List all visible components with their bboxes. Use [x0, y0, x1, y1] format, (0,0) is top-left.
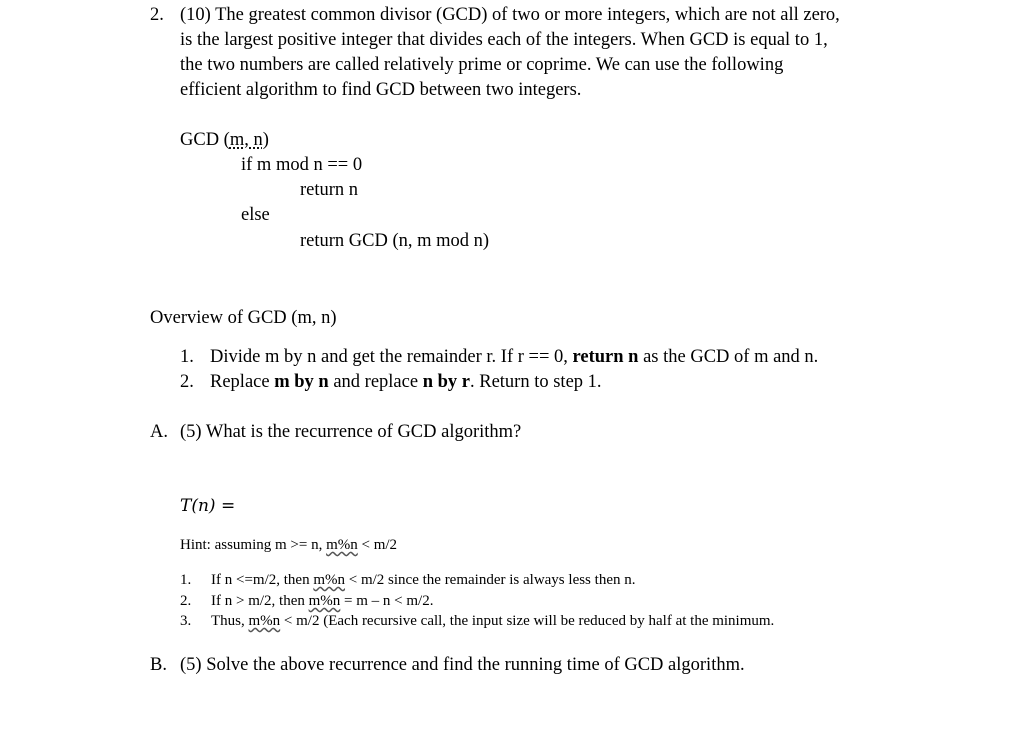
- part-a: [150, 420, 521, 445]
- hint-item-post: < m/2 (Each recursive call, the input size will be reduced by half at the minimum.: [280, 613, 775, 629]
- hint-item-pre: If n <=m/2, then: [211, 572, 314, 588]
- part-b: [150, 653, 745, 678]
- hint-item-number: 2.: [180, 593, 192, 609]
- pseudocode-else: else: [241, 205, 270, 225]
- step-text-end: . Return to step 1.: [469, 372, 602, 392]
- hint-line: [180, 535, 397, 555]
- signature-close: ): [262, 130, 269, 150]
- pseudocode-return-n: return n: [300, 180, 359, 200]
- hint-item-number: 3.: [180, 613, 192, 629]
- hint-item-2: [180, 591, 433, 611]
- part-a-text: (5) What is the recurrence of GCD algorithm?: [180, 422, 522, 442]
- overview-step-1: [180, 345, 818, 370]
- hint-item-mod: m%n: [248, 613, 281, 629]
- overview-title: Overview of GCD (m, n): [150, 308, 337, 328]
- part-a-label: A.: [150, 422, 168, 442]
- pseudocode-if: if m mod n == 0: [241, 155, 363, 175]
- part-b-label: B.: [150, 655, 167, 675]
- step-bold: m by n: [274, 372, 329, 392]
- hint-item-1: [180, 570, 635, 590]
- question-text-line-1: (10) The greatest common divisor (GCD) of two or more integers, which are not all zero,: [180, 5, 840, 25]
- hint-mod: m%n: [326, 537, 358, 553]
- step-text: Replace: [210, 372, 275, 392]
- hint-item-pre: Thus,: [211, 613, 249, 629]
- recurrence-formula: T(n) =: [180, 496, 236, 516]
- step-number: 1.: [180, 347, 194, 367]
- pseudocode-signature: [180, 128, 269, 153]
- question-number: 2.: [150, 5, 164, 25]
- overview-step-2: [180, 370, 602, 395]
- question-text-line-2: is the largest positive integer that divides each of the integers. When GCD is equal to 1,: [180, 30, 828, 50]
- signature-args: m, n: [229, 130, 263, 150]
- question-text-line-4: efficient algorithm to find GCD between two integers.: [180, 80, 582, 100]
- step-number: 2.: [180, 372, 194, 392]
- hint-suffix: < m/2: [357, 537, 398, 553]
- part-b-text: (5) Solve the above recurrence and find the running time of GCD algorithm.: [180, 655, 745, 675]
- step-bold-2: n by r: [422, 372, 470, 392]
- hint-item-3: [180, 611, 774, 631]
- pseudocode-return-recursive: return GCD (n, m mod n): [300, 231, 490, 251]
- hint-item-post: < m/2 since the remainder is always less then n.: [345, 572, 636, 588]
- hint-item-mod: m%n: [313, 572, 345, 588]
- hint-item-post: = m – n < m/2.: [340, 593, 434, 609]
- hint-item-mod: m%n: [308, 593, 341, 609]
- step-bold: return n: [572, 347, 639, 367]
- hint-item-pre: If n > m/2, then: [211, 593, 309, 609]
- step-text: Divide m by n and get the remainder r. If r == 0,: [210, 347, 573, 367]
- question-text-line-3: the two numbers are called relatively prime or coprime. We can use the following: [180, 55, 784, 75]
- hint-prefix: Hint: assuming m >= n,: [180, 537, 327, 553]
- step-text-end: as the GCD of m and n.: [638, 347, 819, 367]
- signature-name: GCD (: [180, 130, 230, 150]
- step-text-mid: and replace: [328, 372, 423, 392]
- hint-item-number: 1.: [180, 572, 192, 588]
